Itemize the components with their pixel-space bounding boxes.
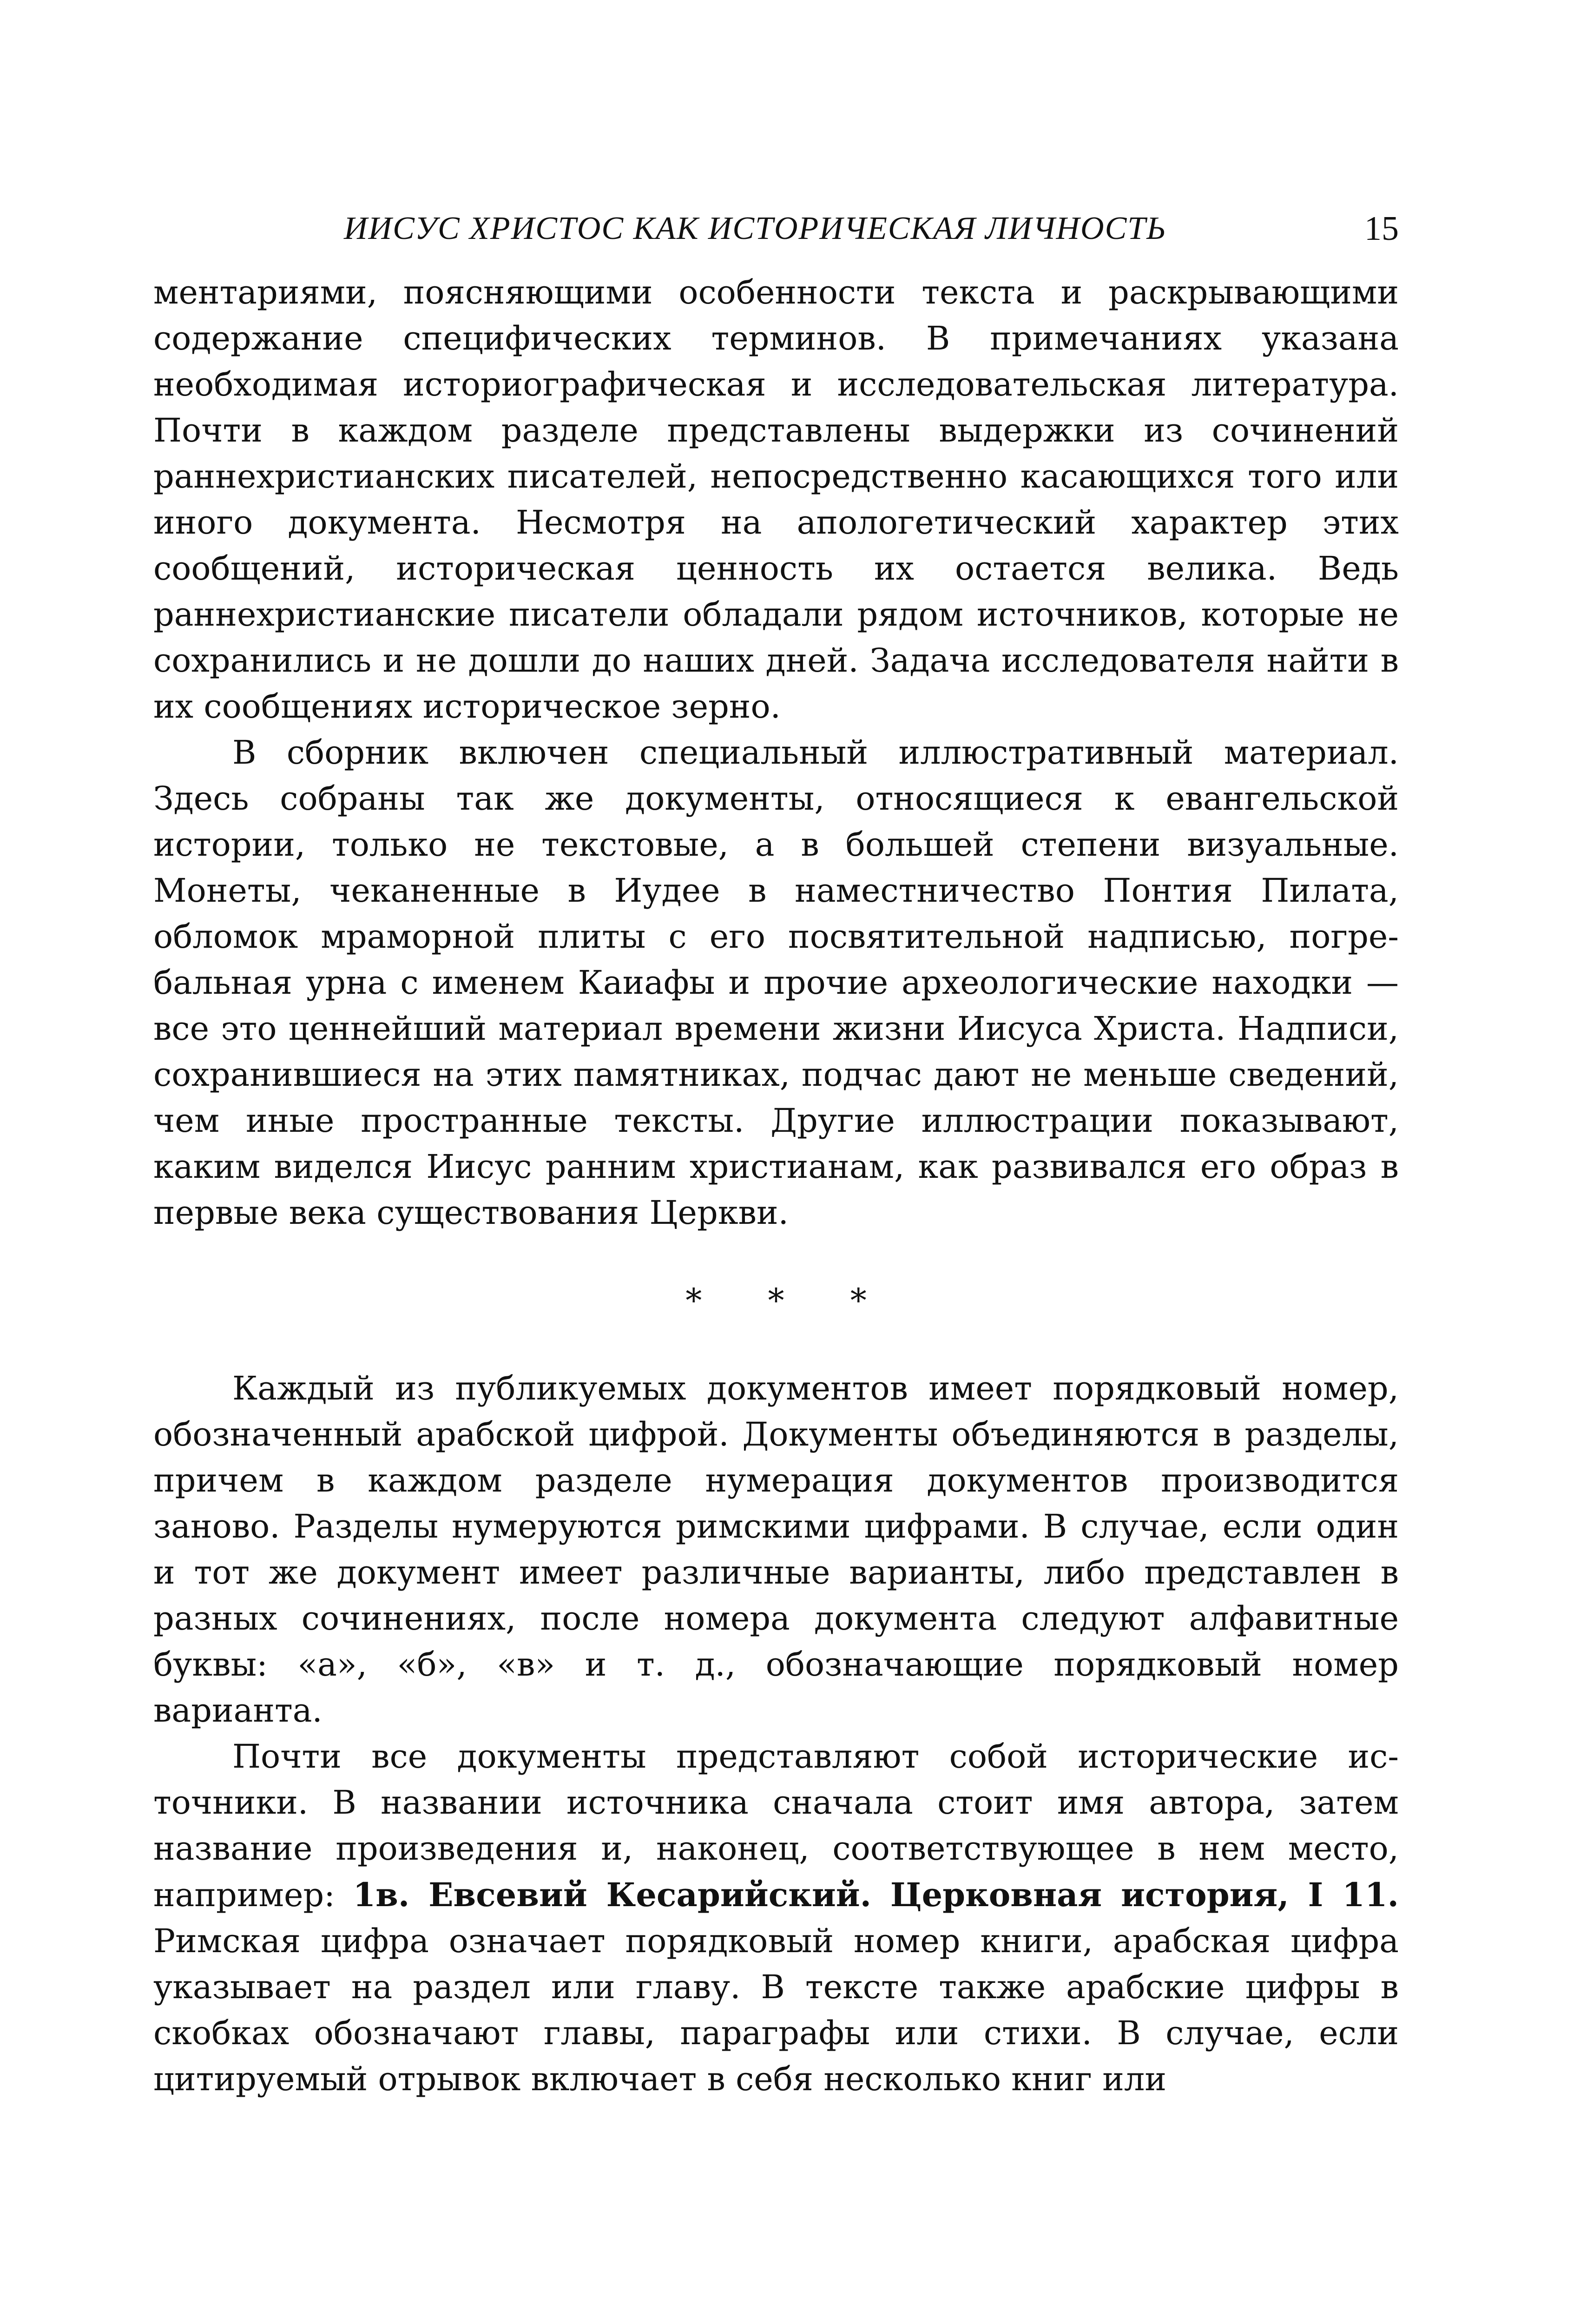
page-number: 15 (1364, 210, 1399, 248)
sources-text-after: Римская цифра означает порядковый номер книги, арабская цифра указывает на раздел или главу. В тексте также арабские цифры в скобках обозначают главы, параграфы или стихи. В случае, если цитируемый отрывок включает в себя несколько книг или (153, 1922, 1399, 2098)
paragraph-illustrations: В сборник включен специальный иллюстративный материал. Здесь собраны так же документы, относящиеся к евангельской истории, только не текстовые, а в большей степени визуальные. Монеты, чеканенные в Иудее в наместничество Понтия Пилата, обломок мраморной плиты с его посвятительной надписью, погребальная урна с именем Каиафы и прочие археологические находки — все это ценнейший материал времени жизни Иисуса Христа. Надписи, сохранившиеся на этих памятниках, подчас дают не меньше сведений, чем иные пространные тексты. Другие иллюстрации показывают, каким виделся Иисус ранним христианам, как развивался его образ в первые века существования Церкви. (153, 733, 1399, 1232)
example-reference: 1в. Евсевий Кесарийский. Церковная история, I 11. (353, 1875, 1399, 1914)
paragraph-numbering: Каждый из публикуемых документов имеет порядковый номер, обозначенный арабской цифрой. Документы объединяются в разделы, причем в каждом разделе нумерация документов производится заново. Разделы нумеруются римскими цифрами. В случае, если один и тот же документ имеет различные варианты, либо представлен в разных сочинениях, после номера документа следуют алфавитные буквы: «а», «б», «в» и т. д., обозначающие порядковый номер варианта. (153, 1369, 1399, 1730)
section-separator: * * * (685, 1281, 895, 1320)
running-title: ИИСУС ХРИСТОС КАК ИСТОРИЧЕСКАЯ ЛИЧНОСТЬ (344, 211, 1167, 246)
text-block (153, 270, 1399, 2102)
paragraph-continuation: ментариями, поясняющими особенности текста и раскрывающими содержание специфических терминов. В примечаниях указана необходимая историографическая и исследовательская литература. Почти в каждом разделе представлены выдержки из сочинений раннехристианских писателей, непосредственно касающихся того или иного документа. Несмотря на апологетический характер этих сообщений, историческая ценность их остается велика. Ведь раннехристианские писатели обладали рядом источников, которые не сохранились и не дошли до наших дней. Задача исследователя найти в их сообщениях историческое зерно. (153, 273, 1399, 726)
paragraph-sources (153, 1734, 1399, 2102)
sources-text-before: Почти все документы представляют собой исторические источники. В названии источника сначала стоит имя автора, затем название произведения и, наконец, соответствующее в нем место, например: (153, 1737, 1399, 1914)
running-head (153, 201, 1399, 257)
